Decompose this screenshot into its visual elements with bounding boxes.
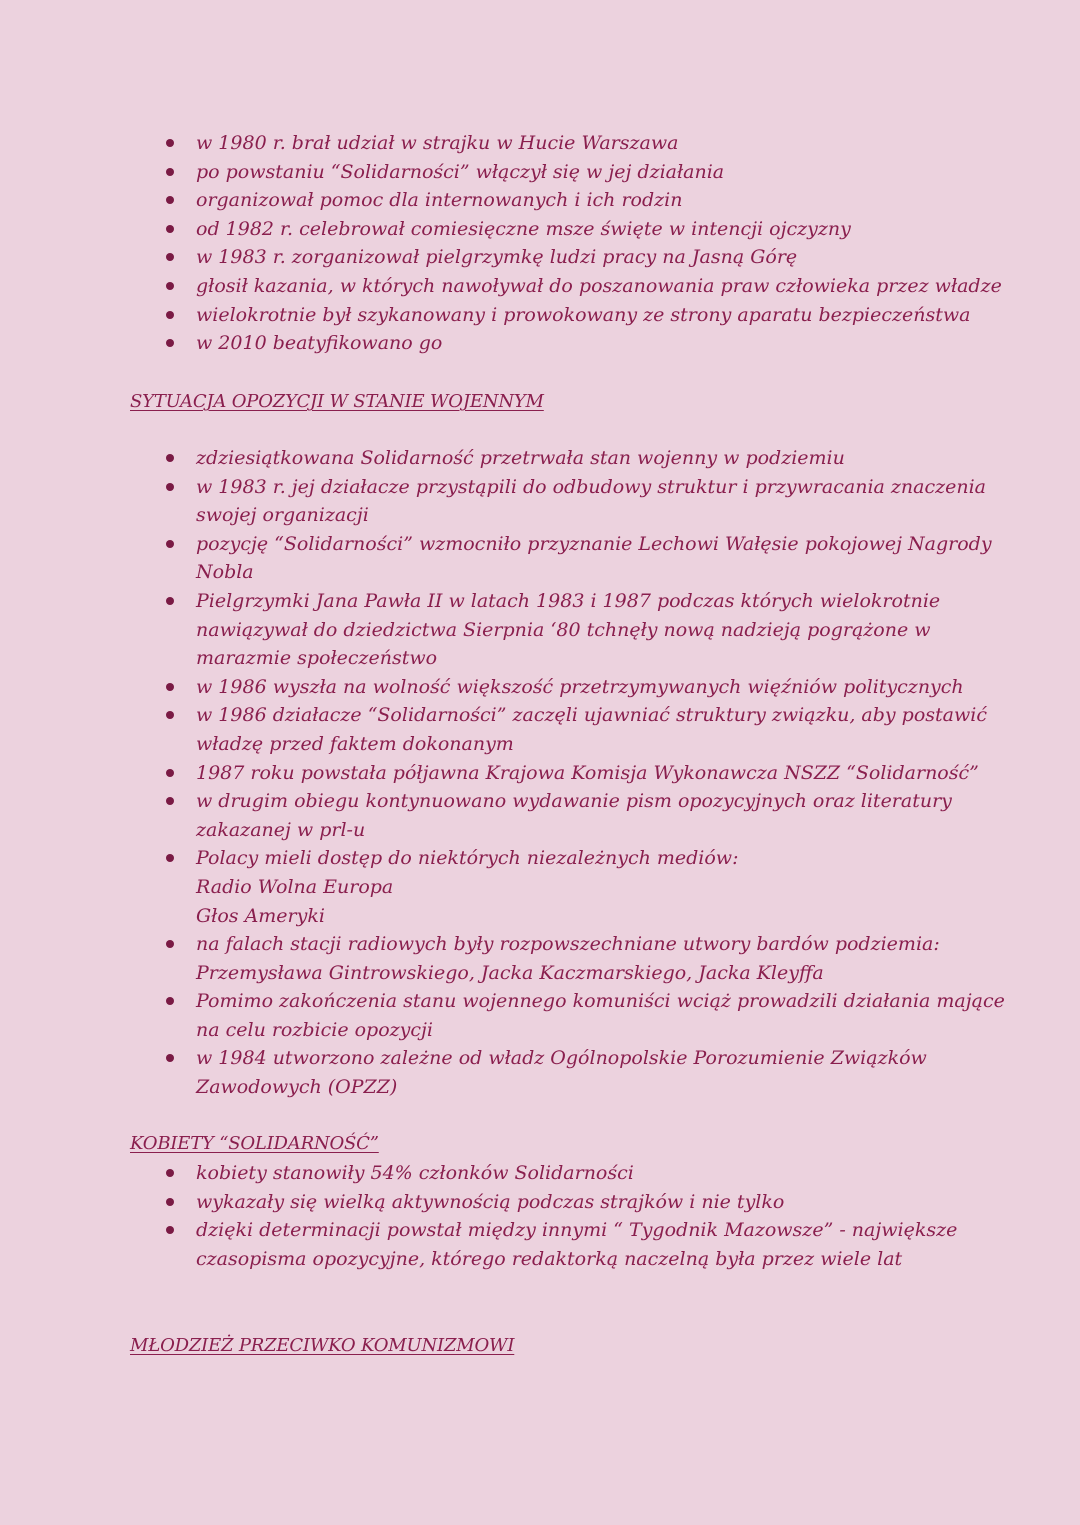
list-top [0,129,1080,358]
bullet-icon [166,597,174,605]
bullet-icon [166,940,174,948]
bullet-icon [166,854,174,862]
list-item: Pomimo zakończenia stanu wojennego komuniści wciąż prowadzili działania mające na celu rozbicie opozycji [0,987,1080,1044]
list-item: w 2010 beatyfikowano go [0,329,1080,358]
bullet-icon [166,196,174,204]
bullet-icon [166,225,174,233]
bullet-icon [166,1169,174,1177]
list-item: w 1980 r. brał udział w strajku w Hucie Warszawa [0,129,1080,158]
list-item: Pielgrzymki Jana Pawła II w latach 1983 i 1987 podczas których wielokrotnie nawiązywał do dziedzictwa Sierpnia ‘80 tchnęły nową nadzieją pogrążone w marazmie społeczeństwo [0,587,1080,673]
list-item: zdziesiątkowana Solidarność przetrwała stan wojenny w podziemiu [0,444,1080,473]
heading-youth: MŁODZIEŻ PRZECIWKO KOMUNIZMOWI [130,1335,515,1356]
list-item: od 1982 r. celebrował comiesięczne msze święte w intencji ojczyzny [0,215,1080,244]
bullet-icon [166,769,174,777]
list-item: w 1986 wyszła na wolność większość przetrzymywanych więźniów politycznych [0,673,1080,702]
list-item: wielokrotnie był szykanowany i prowokowany ze strony aparatu bezpieczeństwa [0,301,1080,330]
bullet-icon [166,282,174,290]
list-women [0,1159,1080,1273]
bullet-icon [166,483,174,491]
list-item: głosił kazania, w których nawoływał do poszanowania praw człowieka przez władze [0,272,1080,301]
list-opposition [0,444,1080,1102]
bullet-icon [166,1198,174,1206]
list-item: wykazały się wielką aktywnością podczas strajków i nie tylko [0,1188,1080,1217]
heading-opposition: SYTUACJA OPOZYCJI W STANIE WOJENNYM [130,391,544,412]
list-item: dzięki determinacji powstał między innymi “ Tygodnik Mazowsze” - największe czasopisma opozycyjne, którego redaktorką naczelną była przez wiele lat [0,1216,1080,1273]
list-item: po powstaniu “Solidarności” włączył się w jej działania [0,158,1080,187]
bullet-icon [166,253,174,261]
heading-women: KOBIETY “SOLIDARNOŚĆ” [130,1133,379,1154]
list-item: kobiety stanowiły 54% członków Solidarności [0,1159,1080,1188]
list-item: na falach stacji radiowych były rozpowszechniane utwory bardów podziemia: Przemysława Gintrowskiego, Jacka Kaczmarskiego, Jacka Kleyffa [0,930,1080,987]
list-item: Polacy mieli dostęp do niektórych niezależnych mediów: Radio Wolna Europa Głos Ameryki [0,844,1080,930]
bullet-icon [166,1054,174,1062]
bullet-icon [166,797,174,805]
list-item: w 1983 r. jej działacze przystąpili do odbudowy struktur i przywracania znaczenia swojej organizacji [0,473,1080,530]
list-item: w 1986 działacze “Solidarności” zaczęli ujawniać struktury związku, aby postawić władzę przed faktem dokonanym [0,701,1080,758]
list-item: w 1983 r. zorganizował pielgrzymkę ludzi pracy na Jasną Górę [0,243,1080,272]
bullet-icon [166,997,174,1005]
bullet-icon [166,139,174,147]
bullet-icon [166,683,174,691]
bullet-icon [166,168,174,176]
bullet-icon [166,711,174,719]
list-item: 1987 roku powstała półjawna Krajowa Komisja Wykonawcza NSZZ “Solidarność” [0,759,1080,788]
list-item: organizował pomoc dla internowanych i ich rodzin [0,186,1080,215]
list-item: w drugim obiegu kontynuowano wydawanie pism opozycyjnych oraz literatury zakazanej w prl-u [0,787,1080,844]
bullet-icon [166,454,174,462]
bullet-icon [166,540,174,548]
list-item: w 1984 utworzono zależne od władz Ogólnopolskie Porozumienie Związków Zawodowych (OPZZ) [0,1044,1080,1101]
bullet-icon [166,1226,174,1234]
bullet-icon [166,311,174,319]
bullet-icon [166,339,174,347]
list-item: pozycję “Solidarności” wzmocniło przyznanie Lechowi Wałęsie pokojowej Nagrody Nobla [0,530,1080,587]
